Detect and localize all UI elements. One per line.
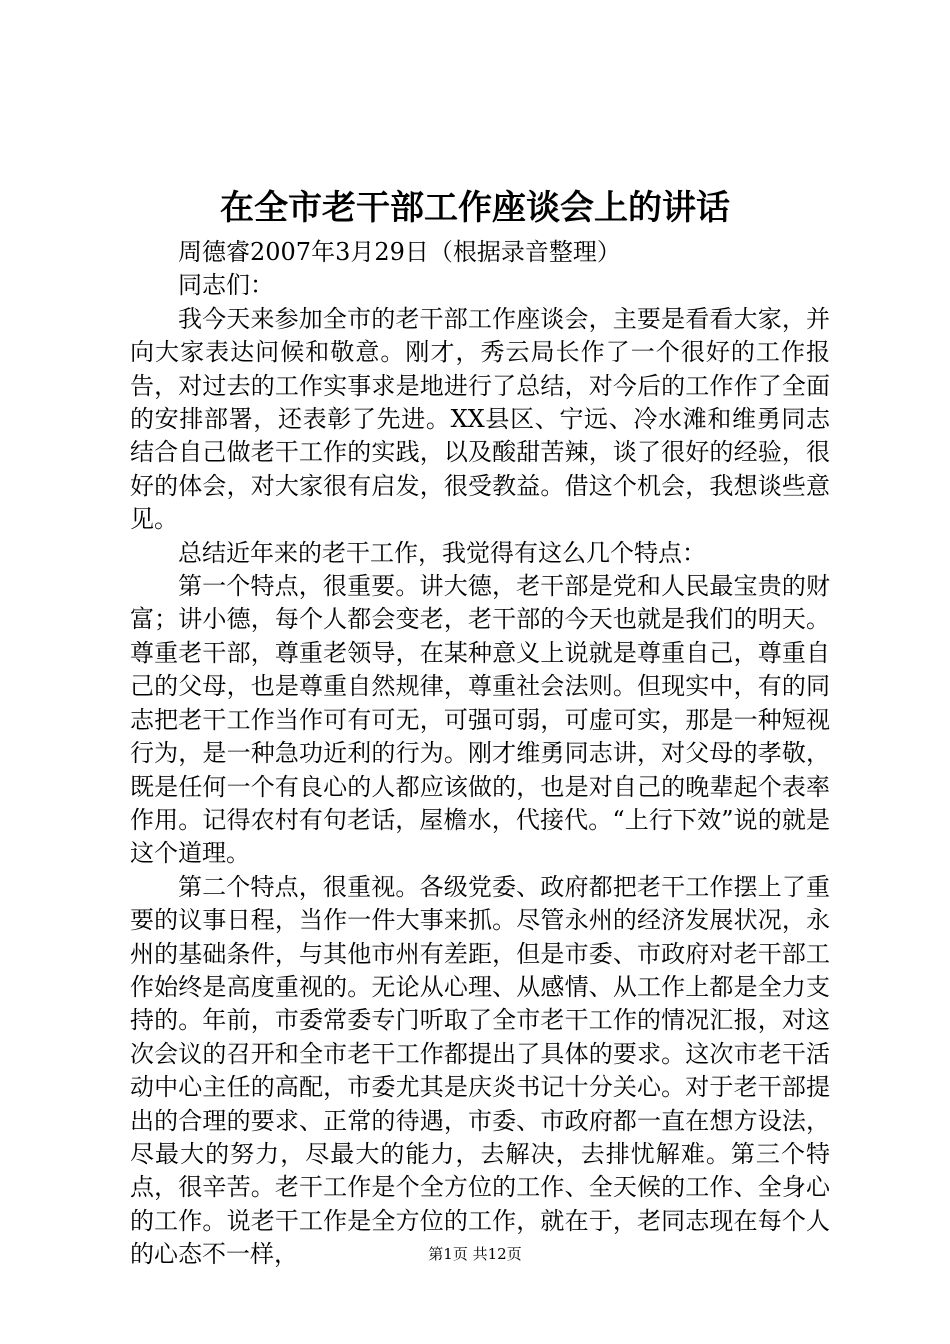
- salutation: 同志们：: [178, 271, 274, 300]
- document-title: 在全市老干部工作座谈会上的讲话: [220, 188, 730, 228]
- paragraph: 总结近年来的老干工作，我觉得有这么几个特点：: [178, 538, 706, 567]
- paragraph: 第一个特点，很重要。讲大德，老干部是党和人民最宝贵的财富；讲小德，每个人都会变老，老干部的今天也就是我们的明天。尊重老干部，尊重老领导，在某种意义上说就是尊重自己，尊重自己的父母，也是尊重自然规律，尊重社会法则。但现实中，有的同志把老干工作当作可有可无，可强可弱，可虚可实，那是一种短视行为，是一种急功近利的行为。刚才维勇同志讲，对父母的孝敬，既是任何一个有良心的人都应该做的，也是对自己的晚辈起个表率作用。记得农村有句老话，屋檐水，代接代。“上行下效”说的就是这个道理。: [130, 572, 830, 868]
- paragraph: 我今天来参加全市的老干部工作座谈会，主要是看看大家，并向大家表达问候和敬意。刚才，秀云局长作了一个很好的工作报告，对过去的工作实事求是地进行了总结，对今后的工作作了全面的安排部署，还表彰了先进。XX县区、宁远、冷水滩和维勇同志结合自己做老干工作的实践，以及酸甜苦辣，谈了很好的经验，很好的体会，对大家很有启发，很受教益。借这个机会，我想谈些意见。: [130, 304, 830, 534]
- document-body: [130, 236, 830, 1272]
- page-number-footer: 第1页 共12页: [428, 1245, 522, 1263]
- paragraph: 第二个特点，很重视。各级党委、政府都把老干工作摆上了重要的议事日程，当作一件大事来抓。尽管永州的经济发展状况，永州的基础条件，与其他市州有差距，但是市委、市政府对老干部工作始终是高度重视的。无论从心理、从感情、从工作上都是全力支持的。年前，市委常委专门听取了全市老干工作的情况汇报，对这次会议的召开和全市老干工作都提出了具体的要求。这次市老干活动中心主任的高配，市委尤其是庆炎书记十分关心。对于老干部提出的合理的要求、正常的待遇，市委、市政府都一直在想方设法，尽最大的努力，尽最大的能力，去解决，去排忧解难。第三个特点，很辛苦。老干工作是个全方位的工作、全天候的工作、全身心的工作。说老干工作是全方位的工作，就在于，老同志现在每个人的心态不一样，: [130, 872, 830, 1269]
- author-date-line: 周德睿2007年3月29日（根据录音整理）: [178, 238, 621, 266]
